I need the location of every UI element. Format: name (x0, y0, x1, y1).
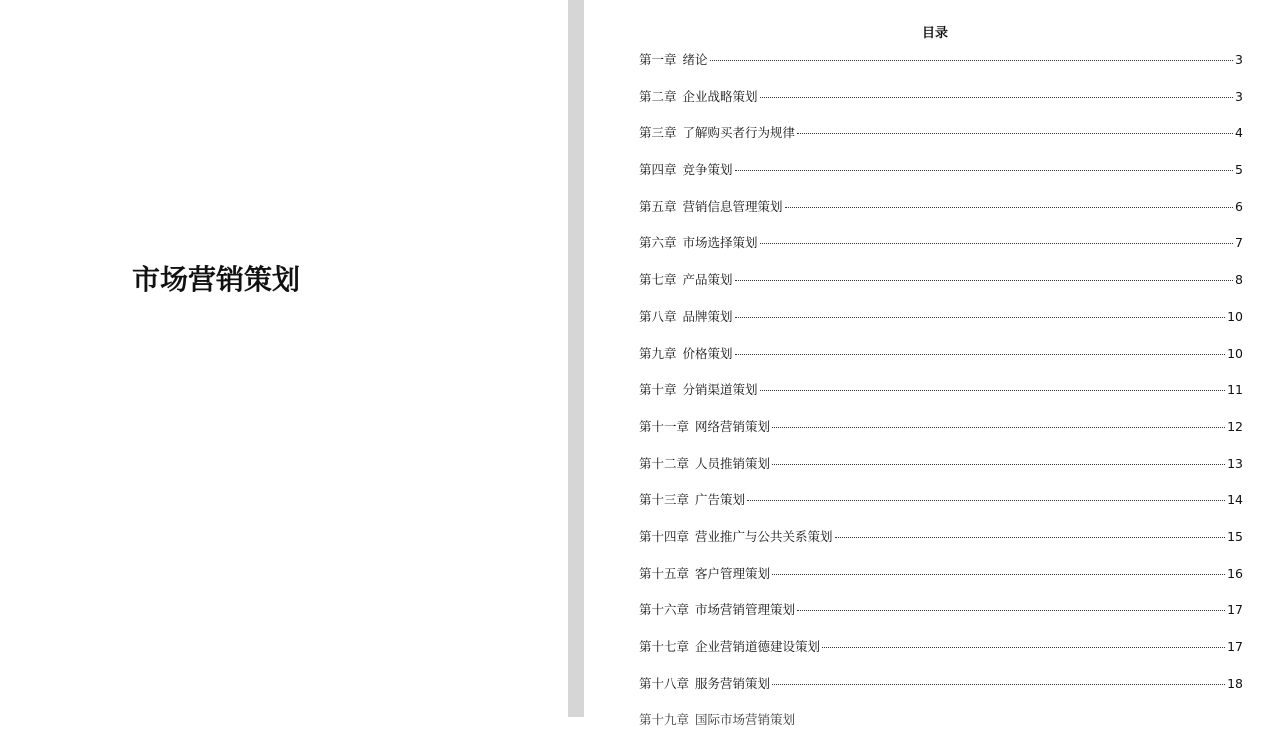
toc-chapter-number: 第十七章 (639, 639, 690, 654)
toc-page-number: 10 (1227, 308, 1243, 324)
toc-page-number: 15 (1227, 528, 1243, 544)
toc-chapter-title: 网络营销策划 (695, 418, 771, 434)
toc-dot-leader (735, 170, 1234, 171)
toc-chapter-number: 第十五章 (639, 565, 690, 581)
toc-list (639, 50, 1243, 747)
toc-chapter-number: 第七章 (639, 272, 677, 288)
toc-chapter-number: 第十八章 (639, 675, 690, 691)
toc-entry[interactable] (639, 600, 1243, 637)
toc-dot-leader (797, 610, 1225, 611)
toc-chapter-title: 了解购买者行为规律 (682, 125, 796, 141)
toc-page-number: 5 (1235, 162, 1243, 178)
toc-chapter-title: 品牌策划 (682, 308, 733, 324)
toc-entry[interactable] (639, 344, 1243, 381)
toc-chapter-title: 绪论 (682, 52, 708, 67)
toc-page-number: 6 (1235, 198, 1243, 214)
toc-chapter-title: 市场选择策划 (682, 235, 758, 251)
toc-entry[interactable] (639, 674, 1243, 711)
toc-entry[interactable] (639, 710, 1243, 747)
page-gutter (568, 0, 584, 717)
toc-chapter-title: 企业战略策划 (682, 88, 758, 104)
toc-page-number: 10 (1227, 345, 1243, 361)
toc-chapter-number: 第十六章 (639, 602, 690, 618)
toc-page-number: 14 (1227, 492, 1243, 508)
toc-page-number: 13 (1227, 455, 1243, 471)
toc-chapter-title: 服务营销策划 (695, 675, 771, 691)
toc-entry[interactable] (639, 454, 1243, 491)
toc-chapter-number: 第五章 (639, 198, 677, 214)
toc-dot-leader (822, 647, 1225, 648)
toc-entry[interactable] (639, 123, 1243, 160)
toc-dot-leader (797, 133, 1233, 134)
toc-chapter-number: 第四章 (639, 162, 677, 178)
toc-chapter-title: 营销信息管理策划 (682, 198, 783, 214)
toc-entry[interactable] (639, 527, 1243, 564)
toc-entry[interactable] (639, 637, 1243, 674)
toc-dot-leader (772, 427, 1225, 428)
toc-chapter-number: 第十二章 (639, 455, 690, 471)
toc-entry[interactable] (639, 417, 1243, 454)
toc-entry[interactable] (639, 490, 1243, 527)
toc-chapter-number: 第三章 (639, 125, 677, 141)
toc-dot-leader (735, 317, 1226, 318)
toc-page-number: 3 (1235, 88, 1243, 104)
toc-chapter-number: 第十一章 (639, 418, 690, 434)
cover-title: 市场营销策划 (132, 263, 301, 296)
toc-page-number: 11 (1227, 382, 1243, 398)
toc-chapter-number: 第二章 (639, 88, 677, 104)
toc-page-number: 17 (1227, 602, 1243, 618)
toc-page (584, 0, 1280, 728)
toc-chapter-title: 企业营销道德建设策划 (695, 639, 821, 654)
toc-dot-leader (772, 684, 1225, 685)
toc-entry[interactable] (639, 380, 1243, 417)
toc-dot-leader (735, 354, 1226, 355)
toc-page-number: 8 (1235, 272, 1243, 288)
toc-entry[interactable] (639, 197, 1243, 234)
toc-chapter-number: 第十九章 (639, 712, 690, 728)
toc-entry[interactable] (639, 233, 1243, 270)
toc-page-number: 16 (1227, 565, 1243, 581)
toc-chapter-title: 竞争策划 (682, 162, 733, 178)
toc-entry[interactable] (639, 270, 1243, 307)
toc-entry[interactable] (639, 87, 1243, 124)
toc-chapter-number: 第九章 (639, 345, 677, 361)
toc-page-number: 4 (1235, 125, 1243, 141)
toc-entry[interactable] (639, 564, 1243, 601)
toc-dot-leader (760, 390, 1226, 391)
toc-chapter-title: 产品策划 (682, 272, 733, 288)
toc-dot-leader (772, 464, 1225, 465)
toc-chapter-title: 国际市场营销策划 (695, 712, 796, 728)
toc-dot-leader (772, 574, 1225, 575)
toc-dot-leader (785, 207, 1234, 208)
toc-entry[interactable] (639, 307, 1243, 344)
toc-chapter-title: 营业推广与公共关系策划 (695, 528, 833, 544)
toc-chapter-title: 价格策划 (682, 345, 733, 361)
toc-dot-leader (760, 97, 1234, 98)
toc-chapter-title: 人员推销策划 (695, 455, 771, 471)
toc-chapter-number: 第十三章 (639, 492, 690, 508)
toc-chapter-number: 第一章 (639, 52, 677, 67)
toc-chapter-title: 市场营销管理策划 (695, 602, 796, 618)
toc-dot-leader (747, 500, 1225, 501)
toc-chapter-title: 客户管理策划 (695, 565, 771, 581)
toc-chapter-number: 第十四章 (639, 528, 690, 544)
toc-dot-leader (760, 243, 1234, 244)
toc-page-number: 17 (1227, 639, 1243, 654)
toc-chapter-title: 分销渠道策划 (682, 382, 758, 398)
toc-dot-leader (710, 60, 1234, 61)
toc-entry[interactable] (639, 160, 1243, 197)
toc-dot-leader (835, 537, 1226, 538)
toc-heading: 目录 (921, 26, 948, 41)
toc-dot-leader (735, 280, 1234, 281)
toc-chapter-title: 广告策划 (695, 492, 746, 508)
toc-page-number: 7 (1235, 235, 1243, 251)
toc-page-number: 12 (1227, 418, 1243, 434)
toc-chapter-number: 第十章 (639, 382, 677, 398)
toc-page-number: 3 (1235, 52, 1243, 67)
toc-entry[interactable] (639, 50, 1243, 87)
toc-chapter-number: 第八章 (639, 308, 677, 324)
cover-page (0, 0, 568, 717)
toc-page-number: 18 (1227, 675, 1243, 691)
toc-chapter-number: 第六章 (639, 235, 677, 251)
